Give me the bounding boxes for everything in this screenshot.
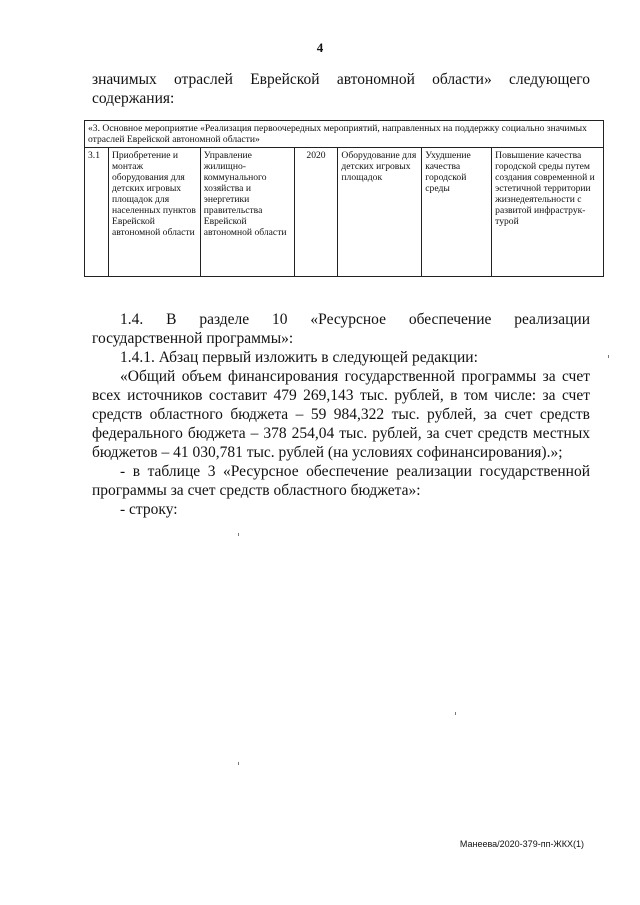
- consequence-cell: Ухудшение качества городской среды: [422, 148, 492, 277]
- scan-speck: [455, 712, 456, 715]
- intro-line-1: значимых отраслей Еврейской автономной области» следующего: [92, 71, 590, 88]
- footer-reference: Манеева/2020-379-пп-ЖКХ(1): [459, 839, 584, 849]
- table3-note-line-2: программы за счет средств областного бюджета»:: [92, 482, 421, 499]
- table-row: [85, 148, 604, 277]
- scan-speck: [238, 533, 239, 536]
- table3-note-line-1: - в таблице 3 «Ресурсное обеспечение реализации государственной: [120, 463, 590, 480]
- result-cell: Оборудование для детских игровых площадок: [338, 148, 422, 277]
- item-141: 1.4.1. Абзац первый изложить в следующей редакции:: [120, 349, 478, 366]
- intro-line-2: содержания:: [92, 90, 175, 107]
- table-header-cell: «3. Основное мероприятие «Реализация первоочередных мероприятий, направленных на поддержку социально значимых отраслей Еврейской автономной области»: [85, 121, 604, 148]
- row-number-cell: 3.1: [85, 148, 109, 277]
- scan-speck: [238, 762, 239, 765]
- measure-name-cell: Приобретение и монтаж оборудования для детских игровых площадок для населенных пунктов Еврейской автономной области: [108, 148, 200, 277]
- quote-line-5: бюджетов – 41 030,781 тыс. рублей (на условиях софинансирования).»;: [92, 444, 563, 461]
- measures-table: [84, 120, 604, 277]
- executor-cell: Управление жилищно-коммунального хозяйства и энергетики правительства Еврейской автономной области: [200, 148, 294, 277]
- row-note: - строку:: [120, 501, 178, 518]
- quote-line-1: «Общий объем финансирования государственной программы за счет: [120, 368, 590, 385]
- year-cell: 2020: [294, 148, 338, 277]
- section-14-line-1: 1.4. В разделе 10 «Ресурсное обеспечение реализации: [120, 311, 590, 328]
- page-number: 4: [316, 40, 324, 55]
- quote-line-4: федерального бюджета – 378 254,04 тыс. рублей, за счет средств местных: [92, 425, 590, 442]
- quote-line-3: средств областного бюджета – 59 984,322 тыс. рублей, за счет средств: [92, 406, 590, 423]
- indicator-cell: Повышение качества городской среды путем создания современной и эстетичной территории жизнедеятельности с развитой инфраструк-турой: [492, 148, 604, 277]
- quote-line-2: всех источников составит 479 269,143 тыс. рублей, в том числе: за счет: [92, 387, 590, 404]
- scan-speck: [608, 355, 609, 358]
- section-14-line-2: государственной программы»:: [92, 330, 294, 347]
